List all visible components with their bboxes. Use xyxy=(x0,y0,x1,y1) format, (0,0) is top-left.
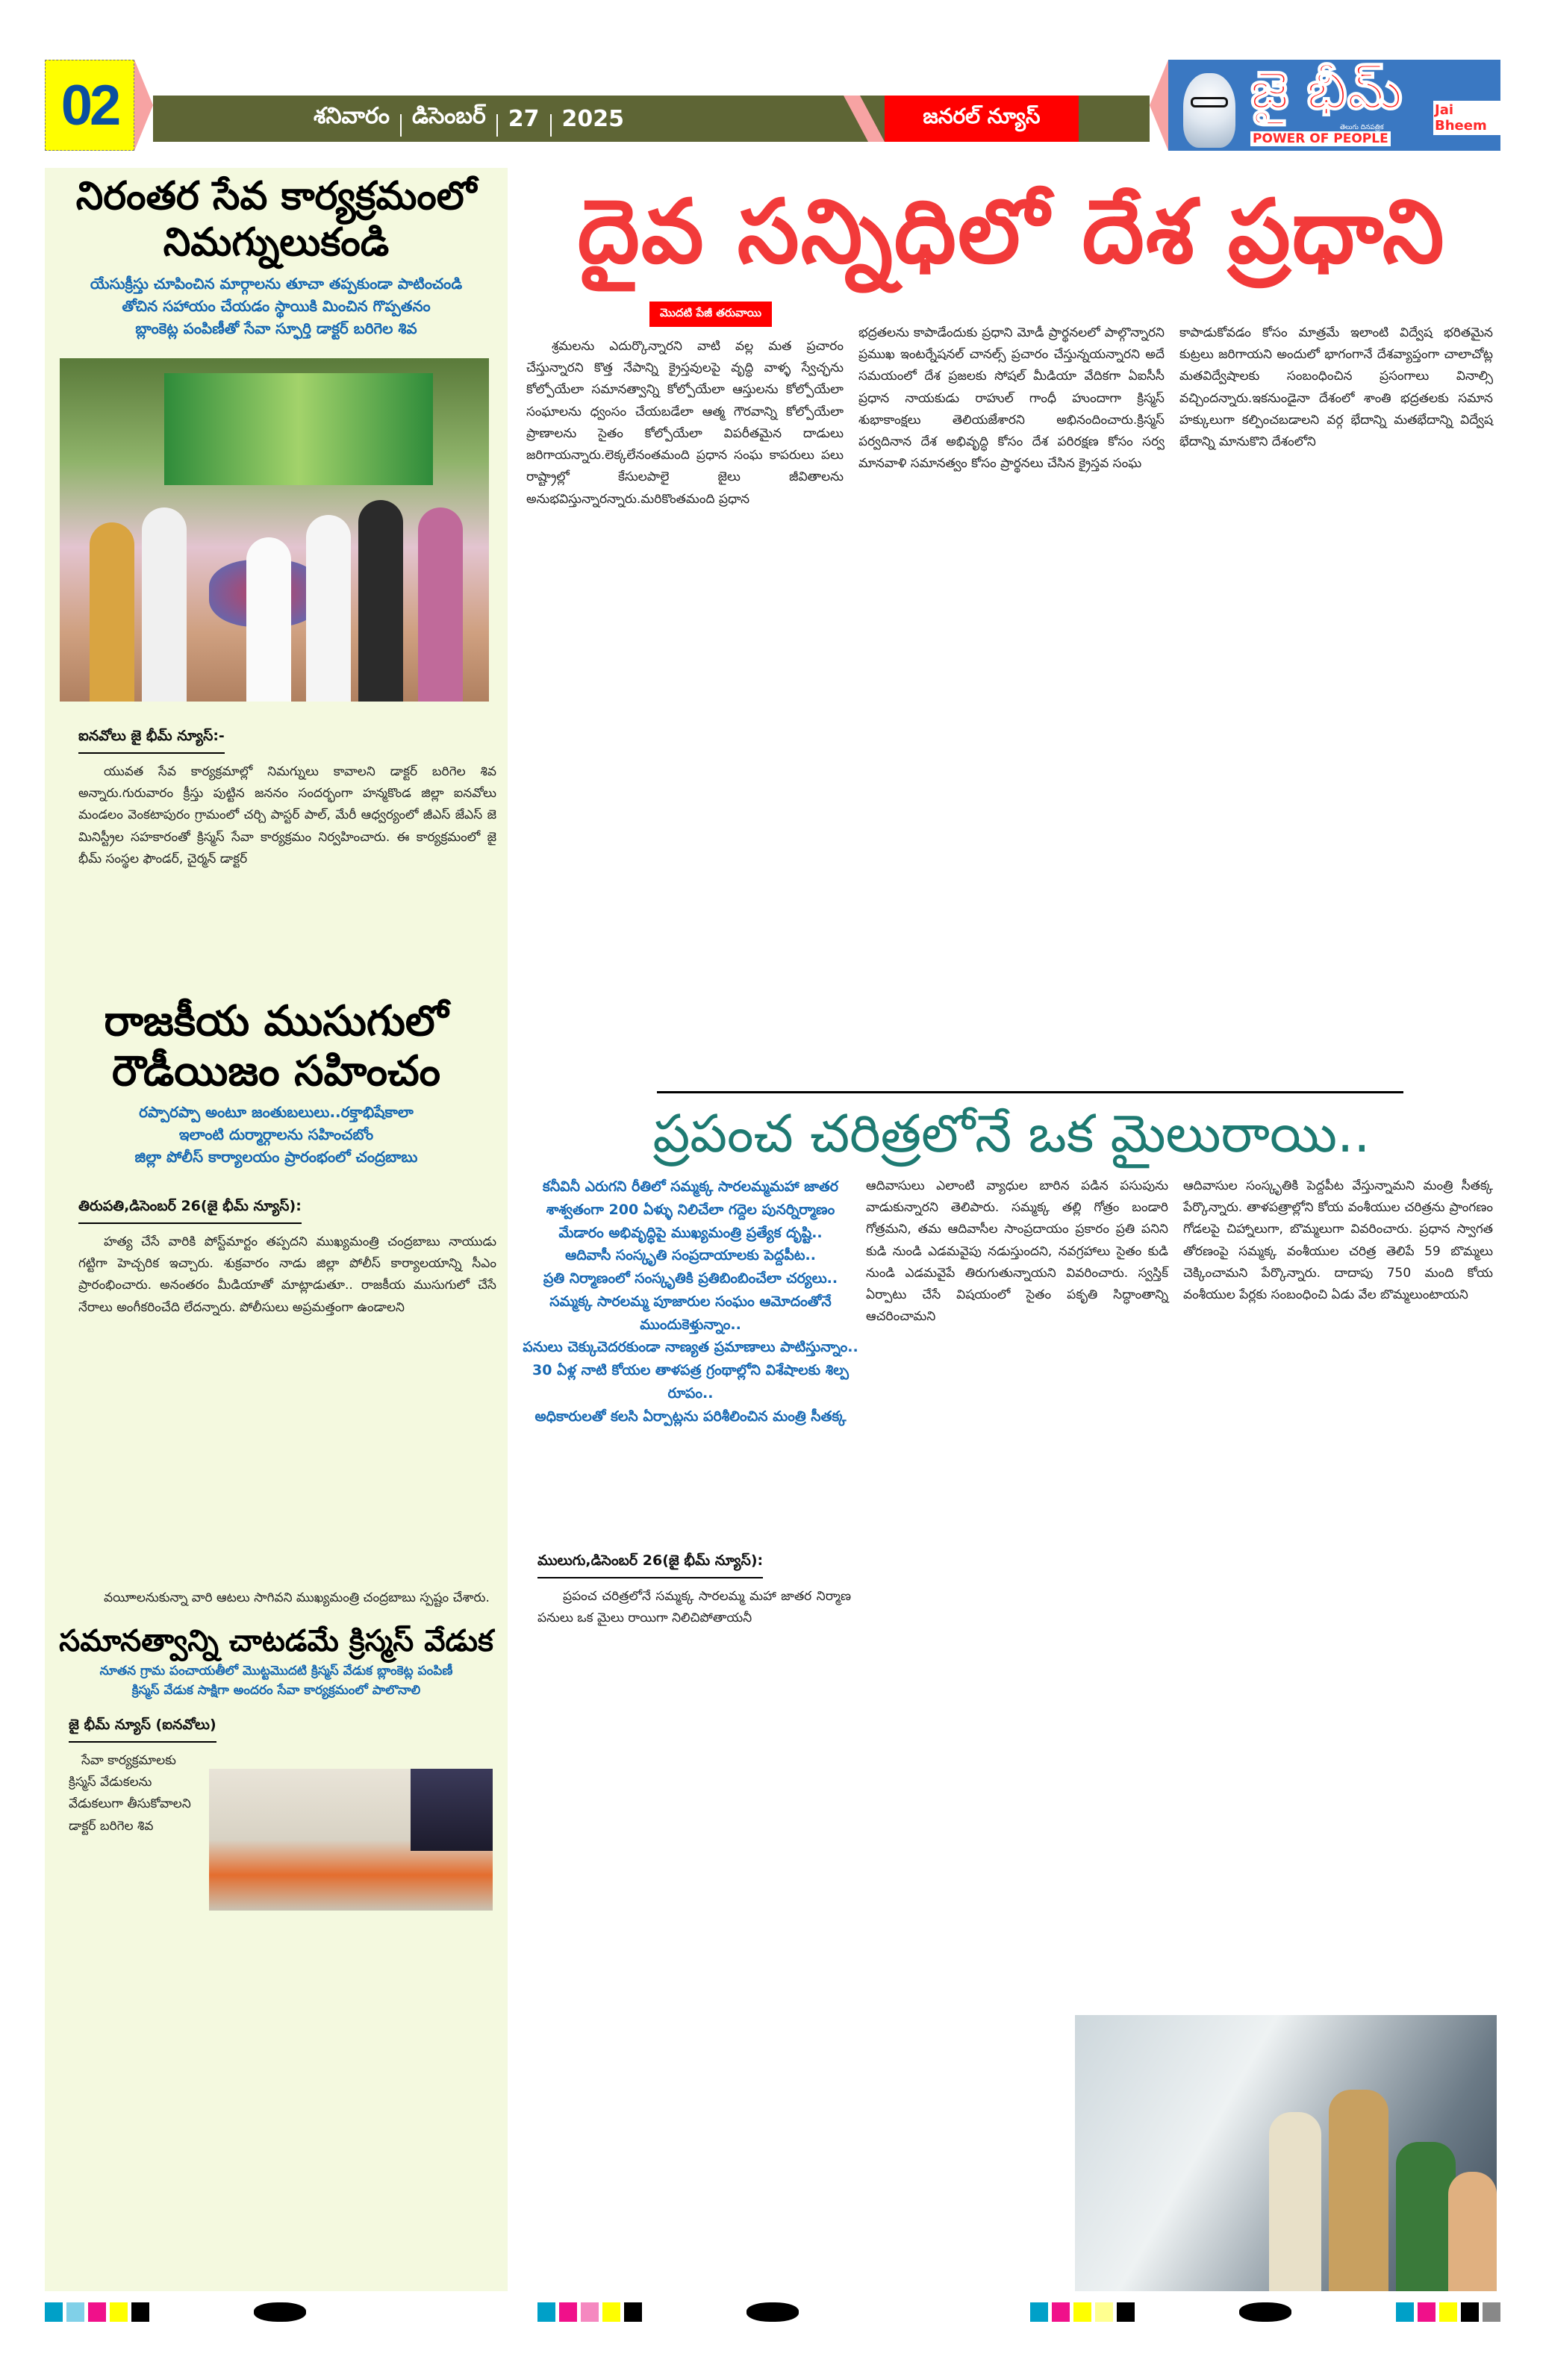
article-closing: వయీాలనుకున్నా వారి ఆటలు సాగివని ముఖ్యమంత్రి చంద్రబాబు స్పష్టం చేశారు. xyxy=(104,1590,490,1605)
article-body: యువత సేవ కార్యక్రమాల్లో నిమగ్నులు కావాలని డాక్టర్ బరిగెల శివ అన్నారు.గురువారం క్రీస్తు పుట్టిన జననం సందర్భంగా హన్మకొండ జిల్లా ఐనవోలు మండలం వెంకటాపురం గ్రామంలో చర్చి పాస్టర్ పాల్, మేరీ ఆధ్వర్యంలో జీఎస్ జేఎస్ జె మినిస్ట్రీల సహకారంతో క్రిస్మస్ సేవా కార్యక్రమం నిర్వహించారు. ఈ కార్యక్రమంలో జై భీమ్ సంస్థల ఫౌండర్, చైర్మన్ డాక్టర్ xyxy=(78,764,496,866)
page-number: 02 xyxy=(45,60,134,151)
second-headline: ప్రపంచ చరిత్రలోనే ఒక మైలురాయి.. xyxy=(652,1103,1371,1164)
second-article-column-2 xyxy=(866,1175,1168,1328)
article-body: సేవా కార్యక్రమాలకు క్రిస్మస్ వేడుకలను వేడుకలుగా తీసుకోవాలని డాక్టర్ బరిగెల శివ xyxy=(69,1753,191,1834)
subhead: బ్లాంకెట్ల పంపిణీతో సేవా స్ఫూర్తి డాక్టర్ బరిగెల శివ xyxy=(135,319,417,337)
highlight: ఆదివాసీ సంస్కృతి సంప్రదాయాలకు పెద్దపీట.. xyxy=(565,1247,816,1264)
newspaper-logo xyxy=(1168,60,1500,151)
main-article-column-3 xyxy=(1179,322,1493,453)
highlight: అధికారులతో కలసి ఏర్పాట్లను పరిశీలించిన మంత్రి సీతక్క xyxy=(534,1408,847,1425)
highlight: శాశ్వతంగా 200 ఏళ్ళు నిలిచేలా గద్దెల పునర్నిర్మాణం xyxy=(546,1201,835,1218)
dateline: తిరుపతి,డిసెంబర్ 26(జై భీమ్ న్యూస్): xyxy=(78,1198,302,1224)
registration-dot xyxy=(1239,2302,1291,2322)
registration-dot xyxy=(746,2302,799,2322)
day: శనివారం xyxy=(314,103,390,129)
dateline: ఐనవోలు జై భీమ్ న్యూస్:- xyxy=(78,728,225,754)
subhead: రప్పారప్పా అంటూ జంతుబలులు..రక్తాభిషేకాలా xyxy=(139,1103,414,1122)
article-rowdyism-body xyxy=(78,1198,496,1609)
highlights xyxy=(519,1175,862,1428)
second-article-column-1 xyxy=(537,1552,851,1629)
year: 2025 xyxy=(561,105,625,132)
color-registration-mark xyxy=(45,2302,149,2322)
color-registration-mark xyxy=(1030,2302,1135,2322)
article-equality-body xyxy=(69,1717,216,1837)
article-body: హత్య చేసే వారికి పోస్ట్‌మార్టం తప్పదని ముఖ్యమంత్రి చంద్రబాబు నాయుడు గట్టిగా హెచ్చరిక ఇచ్చారు. శుక్రవారం నాడు జిల్లా పోలీస్ కార్యాలయాన్ని సీఎం ప్రారంభించారు. అనంతరం మీడియాతో మాట్లాడుతూ.. రాజకీయ ముసుగులో చేసే నేరాలు అంగీకరించేది లేదన్నారు. పోలీసులు అప్రమత్తంగా ఉండాలని xyxy=(78,1234,496,1315)
article-equality xyxy=(52,1623,500,1700)
second-article-column-3 xyxy=(1183,1175,1493,1306)
highlight: కనీవినీ ఎరుగని రీతిలో సమ్మక్క సారలమ్మమహా జాతర xyxy=(542,1178,839,1195)
headline: నిరంతర సేవ కార్యక్రమంలో నిమగ్నులుకండి xyxy=(75,174,477,266)
subhead: యేసుక్రీస్తు చూపించిన మార్గాలను తూచా తప్పకుండా పాటించండి xyxy=(90,274,463,293)
highlight: పనులు చెక్కుచెదరకుండా నాణ్యత ప్రమాణాలు పాటిస్తున్నాం.. xyxy=(523,1339,858,1356)
article-body: శ్రమలను ఎదుర్కొన్నారని వాటి వల్ల మత ప్రచారం చేస్తున్నారని కొత్త నేపాన్ని క్రైస్తవులపై వృద్ధి వాళ్ళ స్వేచ్ఛను కోల్పోయేలా సమానత్వాన్ని కోల్పోయేలా ఆస్తులను కోల్పోయేలా సంఘాలను ధ్వంసం చేయబడేలా ఆత్మ గౌరవాన్ని కోల్పోయేలా ప్రాణాలను సైతం కోల్పోయేలా విపరీతమైన దాడులు జరిగాయన్నారు.లెక్కలేనంతమంది ప్రధాన సంఘ కాపరులు పలు రాష్ట్రాల్లో కేసులపాలై జైలు జీవితాలను అనుభవిస్తున్నారన్నారు.మరికొంతమంది ప్రధాన xyxy=(526,339,844,507)
subhead: క్రిస్మస్ వేడుక సాక్షిగా అందరం సేవా కార్యక్రమంలో పాలొనాలి xyxy=(131,1682,421,1698)
logo-sub: తెలుగు దినపత్రిక xyxy=(1340,124,1384,131)
article-body: ప్రపంచ చరిత్రలోనే సమ్మక్క సారలమ్మ మహా జాతర నిర్మాణ పనులు ఒక మైలు రాయిగా నిలిచిపోతాయనీ xyxy=(537,1589,851,1626)
meeting-stage-photo xyxy=(209,1769,493,1911)
color-registration-mark xyxy=(1396,2302,1500,2322)
article-body: ఆదివాసులు ఎలాంటి వ్యాధుల బారిన పడిన పసుపును వాడుకున్నారని తెలిపారు. సమ్మక్క తల్లి గోత్రం బండారి గోత్రమని, తమ ఆదివాసీల సాంప్రదాయం ప్రకారం ప్రతి పనిని కుడి నుండి ఎడమవైపు నడుస్తుందని, నవగ్రహాలు సైతం కుడి నుండి ఎడమవైపే తిరుగుతున్నాయని వివరించారు. స్వస్తిక్ ఏర్పాటు చేసే విషయంలో సైతం పకృతి సిద్ధాంతాన్ని ఆచరించామని xyxy=(866,1178,1168,1325)
logo-name: జై భీమ్ xyxy=(1250,60,1403,121)
main-article-column-1 xyxy=(526,336,844,510)
headline: సమానత్వాన్ని చాటడమే క్రిస్మస్ వేడుక xyxy=(59,1624,493,1658)
article-body: కాపాడుకోవడం కోసం మాత్రమే ఇలాంటి విద్వేష భరితమైన కుట్రలు జరిగాయని అందులో భాగంగానే దేశవ్యాప్తంగా చాలాచోట్ల మతవిద్వేషాలకు సంబంధించిన ప్రసంగాలు వినాల్సి వచ్చిందన్నారు.ఇకనుండైనా దేశంలో శాంతి భద్రతలకు సమాన హక్కులుగా కల్పించబడాలని వర్గ భేదాన్ని మతభేదాన్ని విద్వేష భేదాన్ని మానుకొని దేశంలోని xyxy=(1179,325,1493,450)
article-body: భద్రతలను కాపాడేందుకు ప్రధాని మోడీ ప్రార్థనలలో పాల్గొన్నారని ప్రముఖ ఇంటర్నేషనల్ చానల్స్ ప్రచారం చేస్తున్నయన్నారని అదే సమయంలో దేశ ప్రజలకు సోషల్ మీడియా వేదికగా ఏఐసీసీ ప్రధాన నాయకుడు రాహుల్ గాంధీ హుందాగా క్రిస్మస్ శుభాకాంక్షలు తెలియజేశారని అభినందించారు.క్రిస్మస్ పర్వదినాన దేశ అభివృద్ధి కోసం దేశ పరిరక్షణ కోసం సర్వ మానవాళి సమానత్వం కోసం ప్రార్థనలు చేసిన క్రైస్తవ సంఘ xyxy=(858,325,1165,472)
subhead: జిల్లా పోలీస్ కార్యాలయం ప్రారంభంలో చంద్రబాబు xyxy=(134,1148,418,1166)
month: డిసెంబర్ xyxy=(412,103,486,129)
minister-inspection-photo xyxy=(1075,2015,1497,2291)
dateline: జై భీమ్ న్యూస్ (ఐనవోలు) xyxy=(69,1717,216,1743)
subhead: తోచిన సహాయం చేయడం స్థాయికి మించిన గొప్పతనం xyxy=(122,296,431,315)
headline: రాజకీయ ముసుగులో రౌడీయిజం సహించం xyxy=(104,997,449,1096)
section-tag: జనరల్ న్యూస్ xyxy=(885,96,1079,142)
subhead: ఇలాంటి దుర్మార్గాలను సహించబోం xyxy=(178,1125,374,1144)
issue-date xyxy=(314,100,624,137)
main-article-column-2 xyxy=(858,322,1165,475)
date: 27 xyxy=(508,105,540,132)
highlight: మేడారం అభివృద్ధిపై ముఖ్యమంత్రి ప్రత్యేక దృష్టి.. xyxy=(558,1224,823,1241)
header-decoration xyxy=(1150,60,1168,151)
article-rowdyism xyxy=(52,996,500,1168)
glasses-icon xyxy=(1191,97,1228,107)
article-seva xyxy=(52,173,500,340)
header-decoration xyxy=(134,60,153,151)
logo-tagline: POWER OF PEOPLE xyxy=(1250,131,1391,146)
portrait-icon xyxy=(1183,73,1235,148)
subhead: నూతన గ్రామ పంచాయతీలో మొట్టమొదటి క్రిస్మస్ వేడుక బ్లాంకెట్ల పంపిణీ xyxy=(99,1664,453,1678)
christmas-event-photo xyxy=(60,358,489,702)
article-body: ఆదివాసుల సంస్కృతికి పెద్దపీట వేస్తున్నామని మంత్రి సీతక్క పేర్కొన్నారు. తాళపత్రాల్లోని కోయ వంశీయుల చరిత్రను ప్రాంగణం గోడలపై చిహ్నాలుగా, బొమ్మలుగా వివరించారు. ప్రధాన స్వాగత తోరణంపై సమ్మక్క వంశీయుల చరిత్ర తెలిపే 59 బొమ్మలు చెక్కించామని పేర్కొన్నారు. దాదాపు 750 మంది కోయ వంశీయుల పేర్లకు సంబంధించి ఏడు వేల బొమ్మలుంటాయని xyxy=(1183,1178,1493,1303)
main-headline: దైవ సన్నిధిలో దేశ ప్రధాని xyxy=(577,180,1446,283)
highlight: 30 ఏళ్ల నాటి కోయల తాళపత్ర గ్రంథాల్లోని విశేషాలకు శిల్ప రూపం.. xyxy=(532,1362,849,1402)
registration-dot xyxy=(254,2302,306,2322)
continued-tag: మొదటి పేజీ తరువాయి xyxy=(649,302,772,327)
section-divider xyxy=(657,1091,1403,1093)
highlight: సమ్మక్క సారలమ్మ పూజారుల సంఘం ఆమోదంతోనే ముందుకెళ్తున్నాం.. xyxy=(549,1293,832,1333)
color-registration-mark xyxy=(537,2302,642,2322)
article-seva-body xyxy=(78,728,496,870)
highlight: ప్రతి నిర్మాణంలో సంస్కృతికి ప్రతిబింబించేలా చర్యలు.. xyxy=(543,1270,838,1287)
tv-logo: Jai Bheem xyxy=(1433,101,1500,135)
dateline: ములుగు,డిసెంబర్ 26(జై భీమ్ న్యూస్): xyxy=(537,1552,763,1578)
